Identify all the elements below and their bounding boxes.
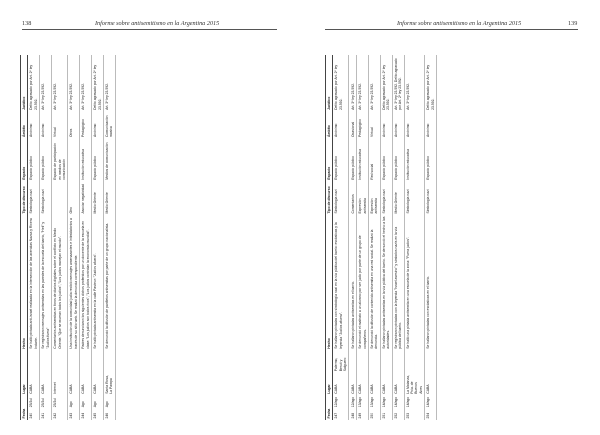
table-cell: Delito agravado por Art. 2º ley 23.592. [28,55,40,111]
column-header: Lugar [21,373,28,396]
table-cell: Espacio público [28,138,40,181]
table-cell: Comunicación masiva [104,111,116,138]
table-cell: 250 [369,409,381,420]
column-header [21,395,28,409]
table-cell: Santa Rosa, La Pampa [104,373,116,396]
table-cell: CABA [28,373,40,396]
table-cell: CABA [425,373,437,396]
column-header: Hecho [326,215,333,350]
table-row [380,55,392,420]
table-cell: 14/ago [425,395,437,409]
table-cell: Medios de comunicación [104,138,116,181]
table-cell: Pedagógico [357,111,369,138]
table-cell: 12/ago [333,395,349,409]
table-cell: Delito agravado por Art. 2º ley 23.592. [92,55,104,111]
table-cell: Otro [68,181,80,215]
table-cell: Anónimo [28,111,40,138]
table-cell: 240 [28,409,40,420]
header-rule [22,29,277,30]
table-cell: Se hallaron pintadas con esvásticas en el barrio. [425,215,437,350]
table-cell: Espacio público [349,138,357,181]
column-header: Ámbito [21,111,28,138]
table-cell: Delito agravado por Art. 2º ley 23.592. [333,55,349,111]
left-page-table-wrapper [20,55,270,420]
table-cell: CABA [40,373,52,396]
table-cell: 243 [68,409,80,420]
table-cell [404,350,424,373]
table-cell: Red social [369,138,381,181]
table-cell: CABA [333,373,349,396]
table-row [425,55,437,420]
table-cell: 245 [92,409,104,420]
table-row [104,55,116,420]
table-cell: 13/ago [369,395,381,409]
table-cell: Art. 3º ley 23.592. Delito agravado por Art. 2º ley 23.592. [392,55,404,111]
table-cell: Una institución de la comunidad judía recibió mensajes amenazantes e intimidatorios a través de su sitio web. Se realizó la denuncia correspondiente. [68,215,80,350]
table-cell: CABA [80,373,92,396]
table-header-row [326,55,333,420]
table-cell: 248 [349,409,357,420]
table-cell: Anónimo [40,111,52,138]
table-cell [68,138,80,181]
header-rule [325,29,578,30]
table-cell: Se denunció la difusión de contenido antisemita en una red social. Se realizó la denuncia. [369,215,381,350]
table-cell: Medio Oriente [392,181,404,215]
table-cell: CABA [92,373,104,396]
table-cell: Espacio público [380,138,392,181]
table-cell: Se hallaron pintadas antisemitas en el barrio. [349,215,357,350]
table-cell: Delito agravado por Art. 2º ley 23.592. [380,55,392,111]
table-cell [68,350,80,373]
page-number: 138 [22,20,32,27]
table-cell [80,350,92,373]
column-header: Jurídico [21,55,28,111]
table-cell: Simbología nazi [404,181,424,215]
table-cell: Se registraron pintadas con la leyenda "Israel asesino" y símbolos nazis en la vía pública del barrio. [392,215,404,350]
column-header: Jurídico [326,55,333,111]
table-row [333,55,349,420]
column-header: Ámbito [326,111,333,138]
table-cell: Art. 3º ley 23.592. [404,55,424,111]
table-row [357,55,369,420]
table-cell: Expresión antisemita [357,181,369,215]
column-header: Tipo de discurso [326,181,333,215]
table-body [333,55,437,420]
table-cell: 244 [80,409,92,420]
table-cell: Institución educativa [80,138,92,181]
table-cell: Anónimo [92,111,104,138]
table-row [52,55,68,420]
table-cell: Espacio público [92,138,104,181]
table-cell: Palermo, Beruti y Salguero [333,350,349,373]
table-cell: Asociar negatividad [80,181,92,215]
table-cell: Espacio público [333,138,349,181]
table-cell: Simbología nazi [40,181,52,215]
running-title: Informe sobre antisemitismo en la Argentina 2015 [95,20,220,27]
table-cell: Art. 3º ley 23.592. [357,55,369,111]
table-row [392,55,404,420]
table-cell: Se halló pintada anti-israel realizada en la intersección de las avenidas Nazca y Rivera Indarte. [28,215,40,350]
table-cell: CABA [369,373,381,396]
table-cell [380,350,392,373]
table-cell: 251 [380,409,392,420]
table-cell: 254 [425,409,437,420]
table-cell [28,350,40,373]
table-cell: Se halló una pintada antisemita en una escuela de la zona: "Fuera judíos". [404,215,424,350]
table-cell: CABA [357,373,369,396]
table-cell: 247 [333,409,349,420]
table-cell: Medio Oriente [92,181,104,215]
table-cell: Anónimo [425,111,437,138]
table-cell: Ago [68,395,80,409]
table-row [404,55,424,420]
table-cell [349,350,357,373]
incident-table [20,55,116,420]
table-cell: 14/ago [404,395,424,409]
table-cell: Espacio de participación en medios de comunicación [52,138,68,181]
table-cell: Espacio público [425,138,437,181]
table-cell: Comentarios [349,181,357,215]
table-cell: 241 [40,409,52,420]
table-cell: Espacio público [40,138,52,181]
table-cell: CABA [392,373,404,396]
table-cell [369,350,381,373]
table-cell: Ocasional [349,111,357,138]
table-cell: Se halló pintada antisemita en la calle Pasteur: "Judíos afuera". [92,215,104,350]
table-cell: Art. 3º ley 23.592. [40,55,52,111]
table-cell: Delito agravado por Art. 2º ley 23.592. [425,55,437,111]
incident-table [325,55,437,420]
page-number: 139 [568,20,578,27]
table-cell: Simbología nazi [28,181,40,215]
table-cell: 252 [392,409,404,420]
table-cell: Se denunció el maltrato a un alumno por ser judío por parte de un grupo de compañeros. [357,215,369,350]
table-cell: Virtual [369,111,381,138]
table-cell: Art. 3º ley 23.592. [369,55,381,111]
table-cell: Simbología nazi [333,181,349,215]
table-cell: Expresión antisemita [369,181,381,215]
table-cell: Art. 3º ley 23.592. [349,55,357,111]
column-header: Tipo de discurso [21,181,28,215]
table-cell: Medio Oriente [104,181,116,215]
table-cell [425,350,437,373]
table-cell: 25/Jul [40,395,52,409]
table-cell: Se registraron mensajes antisemitas en las paredes de la escuela del barrio, "Heil" y "Judíos fuera" [40,215,52,350]
column-header: Espacio [326,138,333,181]
table-cell: Institución educativa [357,138,369,181]
table-row [80,55,92,420]
table-cell: Anónimo [333,111,349,138]
table-cell: Ago [80,395,92,409]
table-cell: Anónimo [404,111,424,138]
table-row [369,55,381,420]
table-body [28,55,116,420]
table-cell: Ago [104,395,116,409]
table-cell [104,350,116,373]
table-cell: Art. 3º ley 23.592. [68,55,80,111]
column-header: Lugar [326,373,333,396]
table-cell: Art. 3º ley 23.592. [80,55,92,111]
table-cell: Pedagógico [80,111,92,138]
table-cell: Simbología nazi [425,181,437,215]
right-page-table-wrapper [325,55,580,420]
table-cell: Simbología nazi [380,181,392,215]
table-cell: Anónimo [392,111,404,138]
table-cell: Art. 3º ley 23.592. [52,55,68,111]
table-cell [52,350,68,373]
table-cell: Art. 3º ley 23.592. [104,55,116,111]
column-header [326,350,333,373]
table-cell: 246 [104,409,116,420]
table-cell: Padres denunciaron los siguientes dichos proferidos por un docente de la escuela en clase: "Los judíos son todos ricos", "Los judíos controlan la economía mundial". [80,215,92,350]
table-header-row [21,55,28,420]
table-cell: Otros [68,111,80,138]
table-cell: 25/Jul [28,395,40,409]
table-row [349,55,357,420]
table-cell: 242 [52,409,68,420]
table-cell: 253 [404,409,424,420]
table-cell: 14/ago [392,395,404,409]
column-header: Hecho [21,215,28,350]
table-cell: Se hallaron pintadas antisemitas en la vía pública del barrio. Se denunció el hecho a las autoridades. [382,216,391,349]
running-title: Informe sobre antisemitismo en la Argentina 2015 [397,20,522,27]
table-row [28,55,40,420]
table-cell [52,181,68,215]
table-cell: 25/Jul [52,395,68,409]
column-header [21,350,28,373]
table-cell: 249 [357,409,369,420]
table-cell: Se hallaron pintadas con simbología nazi en la vía pública del barrio: esvásticas y la leyenda "Judíos afuera". [333,215,349,350]
table-cell: CABA [349,373,357,396]
table-cell: 13/ago [357,395,369,409]
table-cell [392,350,404,373]
table-cell: Se denunció la difusión de panfletos antisemitas por parte de un grupo nacionalista. [104,215,116,350]
table-cell: Comentarios antisemitas en foros de diarios digitales sobre el conflicto en Medio Oriente. "Que se mueran todos los judíos", "Los judíos manejan el mundo". [52,215,68,350]
table-cell: 14/ago [380,395,392,409]
table-cell: Internet [52,373,68,396]
table-cell: La Matanza, Pcia. de Buenos Aires [404,373,424,396]
table-cell [357,350,369,373]
column-header [326,395,333,409]
table-cell: Anónimo [380,111,392,138]
table-cell: Espacio público [392,138,404,181]
table-cell: 12/ago [350,396,355,408]
table-cell [40,350,52,373]
table-row [68,55,80,420]
table-cell: CABA [68,373,80,396]
table-row [40,55,52,420]
table-row [92,55,104,420]
column-header: Fecha [22,408,26,419]
table-cell: CABA [380,373,392,396]
table-cell [92,350,104,373]
column-header: Fecha [327,408,331,419]
table-cell: Institución educativa [404,138,424,181]
column-header: Espacio [21,138,28,181]
table-cell: Virtual [52,111,68,138]
table-cell: Ago [92,395,104,409]
